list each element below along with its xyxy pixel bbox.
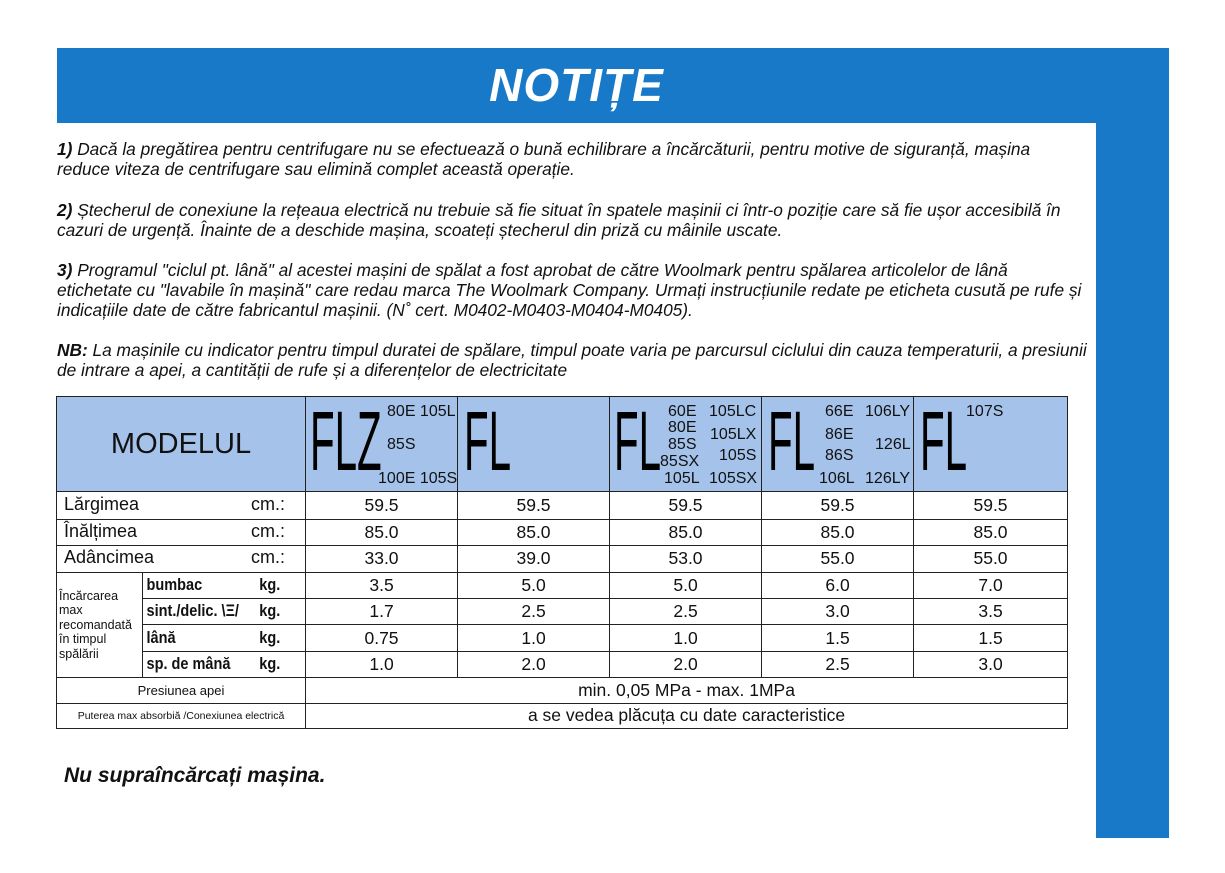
table-cell: 1.5 <box>914 625 1068 651</box>
model-variant: 85S <box>668 435 697 453</box>
load-label-line: spălării <box>59 646 99 661</box>
table-cell: 85.0 <box>610 519 762 545</box>
model-variant: 85S <box>387 435 416 453</box>
model-cell-5 <box>914 397 1068 492</box>
table-cell: 7.0 <box>914 572 1068 598</box>
load-row <box>57 572 1068 598</box>
table-cell: 85.0 <box>458 519 610 545</box>
water-pressure-label: Presiunea apei <box>57 678 306 703</box>
load-label <box>57 572 143 678</box>
spec-table <box>56 396 1068 729</box>
page-title: NOTIȚE <box>489 59 664 111</box>
model-cell-4 <box>762 397 914 492</box>
model-variant: 105LC <box>709 402 757 420</box>
load-unit: kg. <box>259 602 281 621</box>
dimension-label-cell <box>57 519 306 545</box>
power-value: a se vedea plăcuța cu date caracteristice <box>306 703 1068 728</box>
table-cell: 2.5 <box>762 651 914 677</box>
dimension-row <box>57 492 1068 519</box>
table-cell: 55.0 <box>762 546 914 572</box>
model-cell-2 <box>458 397 610 492</box>
model-variant: 86S <box>825 446 854 464</box>
note-text: La mașinile cu indicator pentru timpul duratei de spălare, timpul poate varia pe parcursul ciclului din cauza temperaturii, a presiunii de intrare a apei, a cantității de rufe și a diferențelor de electricitate <box>57 340 1087 380</box>
dimension-unit: cm.: <box>251 547 285 568</box>
model-cell-3 <box>610 397 762 492</box>
table-cell: 2.5 <box>610 599 762 625</box>
load-label-line: în timpul <box>59 632 107 647</box>
model-variant: 86E <box>825 425 854 443</box>
dimension-row <box>57 519 1068 545</box>
model-cell-1 <box>306 397 458 492</box>
dimension-unit: cm.: <box>251 521 285 542</box>
model-variant: 126L <box>875 435 911 453</box>
model-variant: 80E 105L <box>387 402 456 420</box>
load-label-line: max <box>59 603 83 618</box>
load-type: sp. de mână <box>146 654 231 673</box>
table-cell: 2.5 <box>458 599 610 625</box>
table-cell: 3.5 <box>306 572 458 598</box>
water-pressure-value: min. 0,05 MPa - max. 1MPa <box>306 678 1068 703</box>
table-cell: 5.0 <box>610 572 762 598</box>
note-text: Programul "ciclul pt. lână" al acestei mașini de spălat a fost aprobat de către Woolmark pentru spălarea articolelor de lână etichetate cu "lavabile în mașină" care redau marca The Woolmark Company. Urmați instrucțiunile redate pe eticheta cusută pe rufe și indicațiile date de către fabricantul mașinii. (N˚ cert. M0402-M0403-M0404-M0405). <box>57 260 1082 320</box>
model-header-row <box>57 397 1068 492</box>
load-unit: kg. <box>259 628 281 647</box>
table-cell: 85.0 <box>914 519 1068 545</box>
model-variant: 126LY <box>865 469 911 487</box>
note-marker: 3) <box>57 260 73 280</box>
table-cell: 85.0 <box>762 519 914 545</box>
load-type-cell <box>143 599 306 625</box>
note-marker: NB: <box>57 340 88 360</box>
power-row <box>57 703 1068 728</box>
water-pressure-row <box>57 678 1068 703</box>
table-cell: 0.75 <box>306 625 458 651</box>
note-1 <box>57 139 1087 179</box>
table-cell: 3.0 <box>762 599 914 625</box>
table-cell: 1.0 <box>458 625 610 651</box>
note-text: Dacă la pregătirea pentru centrifugare nu se efectuează o bună echilibrare a încărcăturii, pentru motive de siguranță, mașina reduce viteza de centrifugare sau elimină complet această operație. <box>57 139 1031 179</box>
model-label: MODELUL <box>57 397 306 492</box>
load-type: bumbac <box>146 575 203 594</box>
load-label-line: recomandată <box>59 617 132 632</box>
dimension-label-cell <box>57 546 306 572</box>
model-variant: 106LY <box>865 402 911 420</box>
model-variant: 106L <box>819 469 855 487</box>
load-row <box>57 625 1068 651</box>
power-label: Puterea max absorbiă /Conexiunea electrică <box>57 703 306 728</box>
model-variant: 66E <box>825 402 854 420</box>
load-row <box>57 599 1068 625</box>
load-type-cell <box>143 625 306 651</box>
table-cell: 1.0 <box>306 651 458 677</box>
overload-warning: Nu supraîncărcați mașina. <box>64 764 326 787</box>
table-cell: 59.5 <box>458 492 610 519</box>
table-cell: 6.0 <box>762 572 914 598</box>
note-marker: 1) <box>57 139 73 159</box>
model-family: FL <box>768 397 816 488</box>
load-unit: kg. <box>259 654 281 673</box>
note-text: Ștecherul de conexiune la rețeaua electrică nu trebuie să fie situat în spatele mașinii ci într-o poziție care să fie ușor accesibilă în cazuri de urgență. Înainte de a deschide mașina, scoateți ștecherul din priză cu mâinile uscate. <box>57 200 1061 240</box>
table-cell: 59.5 <box>306 492 458 519</box>
dimension-label: Adâncimea <box>64 547 155 568</box>
model-variant: 107S <box>966 402 1004 420</box>
side-bar <box>1096 48 1169 838</box>
dimension-unit: cm.: <box>251 493 285 514</box>
model-family: FL <box>614 397 662 488</box>
load-label-line: Încărcarea <box>59 588 119 603</box>
note-2 <box>57 200 1087 240</box>
note-3 <box>57 260 1087 320</box>
load-type: lână <box>146 628 176 647</box>
table-cell: 1.7 <box>306 599 458 625</box>
load-type-cell <box>143 651 306 677</box>
table-cell: 59.5 <box>914 492 1068 519</box>
model-variant: 105L <box>664 469 700 487</box>
table-cell: 55.0 <box>914 546 1068 572</box>
table-cell: 59.5 <box>762 492 914 519</box>
load-unit: kg. <box>259 575 281 594</box>
table-cell: 1.0 <box>610 625 762 651</box>
table-cell: 2.0 <box>610 651 762 677</box>
note-nb <box>57 340 1087 380</box>
dimension-row <box>57 546 1068 572</box>
model-variant: 60E <box>668 402 697 420</box>
load-type: sint./delic. \Ξ/ <box>146 602 239 621</box>
model-family: FL <box>464 397 512 488</box>
model-family: FLZ <box>310 397 382 488</box>
table-cell: 5.0 <box>458 572 610 598</box>
table-cell: 33.0 <box>306 546 458 572</box>
model-variant: 100E 105S <box>378 469 458 487</box>
model-variant: 80E <box>668 418 697 436</box>
table-cell: 1.5 <box>762 625 914 651</box>
table-cell: 59.5 <box>610 492 762 519</box>
dimension-label: Lărgimea <box>64 493 140 514</box>
table-cell: 3.0 <box>914 651 1068 677</box>
dimension-label-cell <box>57 492 306 519</box>
load-type-cell <box>143 572 306 598</box>
load-row <box>57 651 1068 677</box>
table-cell: 39.0 <box>458 546 610 572</box>
table-cell: 3.5 <box>914 599 1068 625</box>
note-marker: 2) <box>57 200 73 220</box>
model-variant: 105SX <box>709 469 758 487</box>
model-variant: 105LX <box>710 425 757 443</box>
model-variant: 85SX <box>660 452 700 470</box>
table-cell: 53.0 <box>610 546 762 572</box>
model-family: FL <box>920 397 968 488</box>
dimension-label: Înălțimea <box>64 521 138 542</box>
table-cell: 2.0 <box>458 651 610 677</box>
model-variant: 105S <box>719 446 757 464</box>
table-cell: 85.0 <box>306 519 458 545</box>
